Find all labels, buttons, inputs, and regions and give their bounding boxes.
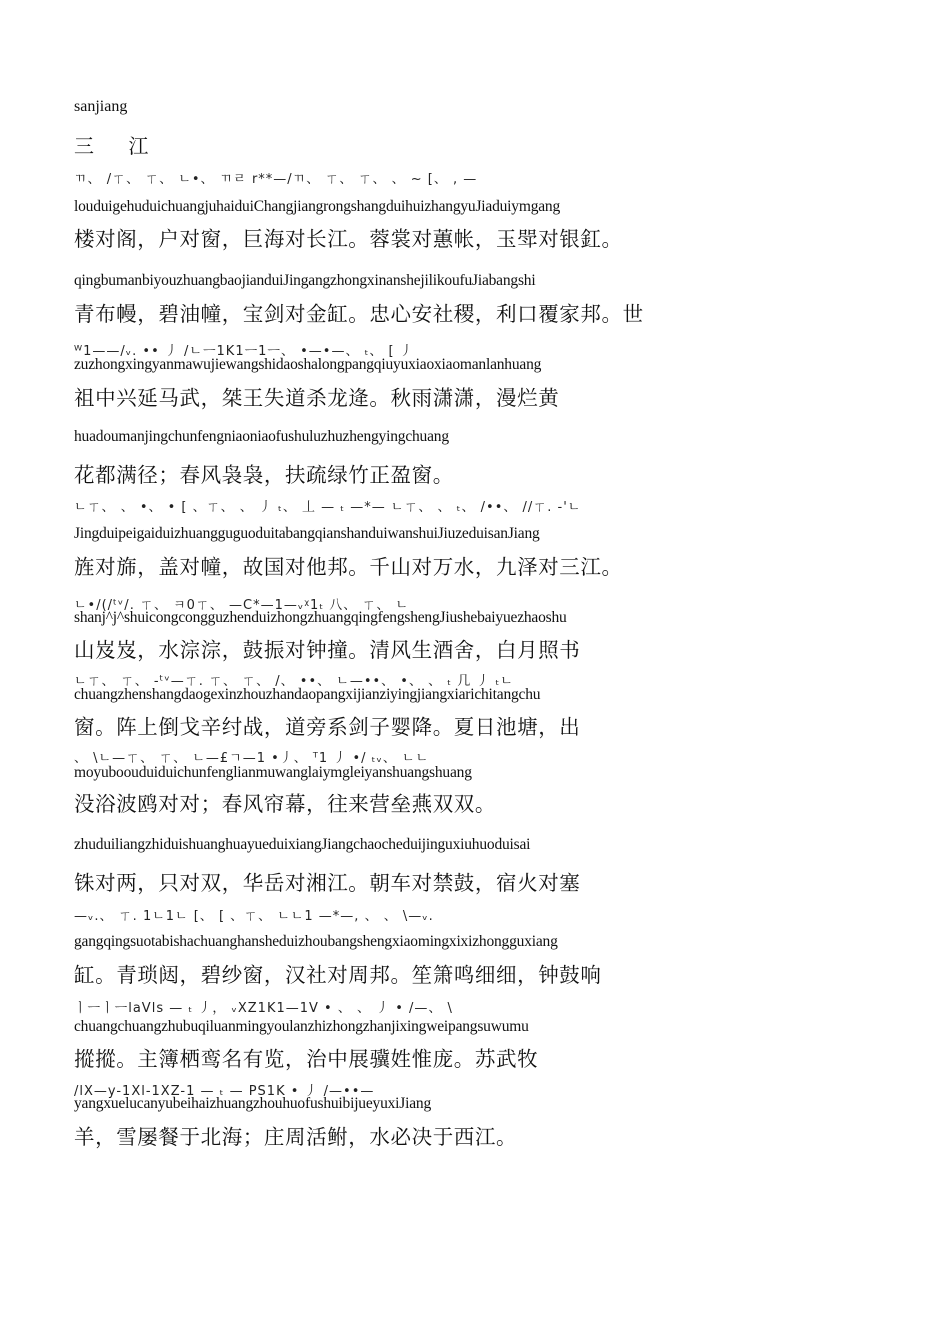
hanzi-line: 缸。青琐闼，碧纱窗，汉社对周邦。笙箫鸣细细，钟鼓响: [74, 963, 602, 987]
pinyin-line: JingduipeigaiduizhuangguguoduitabangqianshanduiwanshuiJiuzeduisanJiang: [74, 525, 540, 542]
ocr-noise-line: ㄴㄒ、 、 •、 • [ 、ㄒ、 、 丿 ₜ、 丄 — ₜ —*— ㄴㄒ、 、 ₜ、 /••、 //ㄒ. -'ㄴ: [74, 500, 582, 515]
hanzi-line: 祖中兴延马武，桀王失道杀龙逄。秋雨潇潇，漫烂黄: [74, 386, 560, 410]
pinyin-line: qingbumanbiyouzhuangbaojianduiJingangzhongxinanshejilikoufuJiabangshi: [74, 272, 536, 289]
pinyin-line: gangqingsuotabishachuanghansheduizhoubangshengxiaomingxixizhongguxiang: [74, 933, 558, 950]
hanzi-line: 没浴波鸥对对；春风帘幕，往来营垒燕双双。: [74, 792, 496, 816]
hanzi-line: 山岌岌，水淙淙，鼓振对钟撞。清风生酒舍，白月照书: [74, 638, 581, 662]
pinyin-line: yangxuelucanyubeihaizhuangzhouhuofushuibijueyuxiJiang: [74, 1095, 432, 1112]
hanzi-line: 青布幔，碧油幢，宝剑对金缸。忠心安社稷，利口覆家邦。世: [74, 302, 644, 326]
hanzi-line: 楼对阁，户对窗，巨海对长江。蓉裳对蕙帐，玉斝对银釭。: [74, 227, 623, 251]
pinyin-line: chuangchuangzhubuqiluanmingyoulanzhizhongzhanjixingweipangsuwumu: [74, 1018, 529, 1035]
ocr-noise-line: ㄴ•/(/ᵗᵛ/. ㄒ、 ㅋ0ㄒ、 —C*—1—ᵥᵡ1ₜ 八、 ㄒ、 ㄴ: [74, 598, 410, 613]
pinyin-line: zhuduiliangzhiduishuanghuayueduixiangJiangchaocheduijinguxiuhuoduisai: [74, 836, 531, 853]
pinyin-line: chuangzhenshangdaogexinzhouzhandaopangxijianziyingjiangxiarichitangchu: [74, 686, 541, 703]
hanzi-line: 摐摐。主簿栖鸾名有览，治中展骥姓惟庞。苏武牧: [74, 1047, 539, 1071]
pinyin-line: moyuboouduiduichunfenglianmuwanglaiymgleiyanshuangshuang: [74, 764, 472, 781]
ocr-noise-line: ㄴㄒ、 ㄒ、 -ᵗᵛ—ㄒ. ㄒ、 ㄒ、 /、 ••、 ㄴ—••、 •、 、 ₜ 几 丿 ₜㄴ: [74, 674, 514, 689]
ocr-noise-line: ᵂ1——/ᵥ. •• 丿 /ㄴㅡ1K1ㅡ1ㅡ、 •—•—、 ₜ、 [ 丿: [74, 344, 414, 359]
hanzi-line: 铢对两，只对双，华岳对湘江。朝车对禁鼓，宿火对塞: [74, 871, 581, 895]
hanzi-line: 花都满径；春风袅袅，扶疏绿竹正盈窗。: [74, 463, 454, 487]
page-title: 三 江: [74, 134, 163, 158]
ocr-noise-line: ㅣㅡㅣㅡlaVls — ₜ 丿， ᵥXZ1K1—1V • 、 、 丿 • /—、 \: [74, 1001, 453, 1016]
hanzi-line: 窗。阵上倒戈辛纣战，道旁系剑子婴降。夏日池塘，出: [74, 715, 581, 739]
title-pinyin: sanjiang: [74, 98, 128, 115]
hanzi-line: 旌对旆，盖对幢，故国对他邦。千山对万水，九泽对三江。: [74, 555, 623, 579]
ocr-noise-line: 、 \ㄴ—ㄒ、 ㄒ、 ㄴ—£ㄱ—1 •丿、 ᵀ1 丿 •/ ₜᵥ、 ㄴㄴ: [74, 751, 430, 766]
ocr-noise-line: ㄲ、 /ㄒ、 ㄒ、 ㄴ•、 ㄲㄹ r**—/ㄲ、 ㄒ、 ㄒ、 、 ~ [、 , —: [74, 172, 478, 187]
pinyin-line: louduigehuduichuangjuhaiduiChangjiangrongshangduihuizhangyuJiaduiymgang: [74, 198, 561, 215]
ocr-noise-line: —ᵥ.、 ㄒ. 1ㄴ1ㄴ [、 [ 、ㄒ、 ㄴㄴ1 —*—, 、 、 \—ᵥ.: [74, 909, 434, 924]
pinyin-line: zuzhongxingyanmawujiewangshidaoshalongpangqiuyuxiaoxiaomanlanhuang: [74, 356, 542, 373]
pinyin-line: shanj^j^shuicongcongguzhenduizhongzhuangqingfengshengJiushebaiyuezhaoshu: [74, 609, 567, 626]
pinyin-line: huadoumanjingchunfengniaoniaofushuluzhuzhengyingchuang: [74, 428, 449, 445]
hanzi-line: 羊，雪屡餐于北海；庄周活鲋，水必决于西江。: [74, 1125, 518, 1149]
ocr-noise-line: /lX—y-1Xl-1XZ-1 — ₜ — PS1K • 丿 /—••—: [74, 1084, 375, 1099]
